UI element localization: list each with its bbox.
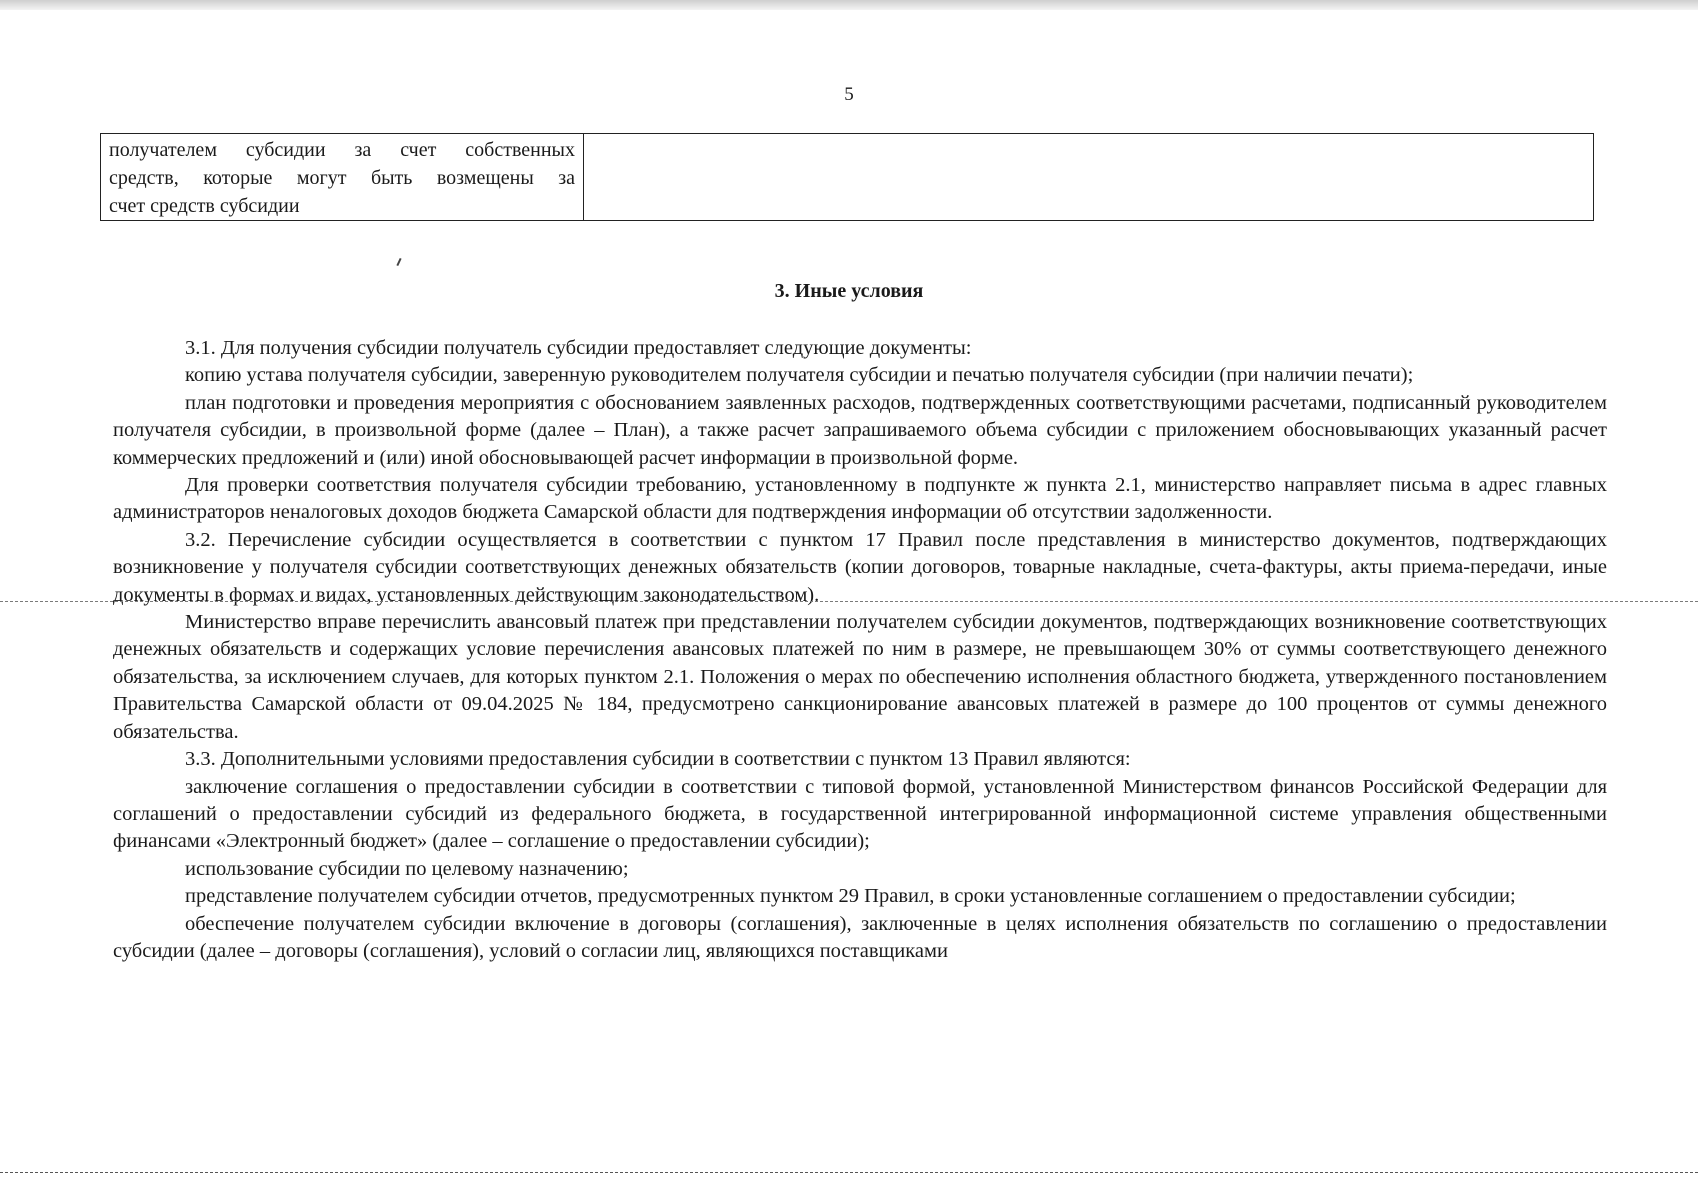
table-cell-line: получателем субсидии за счет собственных [109, 139, 575, 161]
paragraph: Министерство вправе перечислить авансовый платеж при представлении получателем субсидии документов, подтверждающих возникновение соответствующих денежных обязательств и содержащих условие перечисления авансовых платежей по ним в размере, не превышающем 30% от суммы соответствующего денежного обязательства, за исключением случаев, для которых пунктом 2.1. Положения о мерах по обеспечению исполнения областного бюджета, утвержденного постановлением Правительства Самарской области от 09.04.2025 № 184, предусмотрено санкционирование авансовых платежей в размере до 100 процентов от суммы денежного обязательства. [113, 611, 1607, 743]
scan-artifact-line [0, 601, 1698, 602]
paragraph: 3.1. Для получения субсидии получатель субсидии предоставляет следующие документы: [185, 337, 972, 359]
paragraph: заключение соглашения о предоставлении субсидии в соответствии с типовой формой, установленной Министерством финансов Российской Федерации для соглашений о предоставлении субсидий из федерального бюджета, в государственной интегрированной информационной системе управления общественными финансами «Электронный бюджет» (далее – соглашение о предоставлении субсидии); [113, 775, 1607, 853]
scan-artifact-mark [396, 258, 401, 266]
table-cell-line: счет средств субсидии [109, 195, 300, 217]
page-number: 5 [844, 84, 854, 105]
table-cell-description [101, 134, 584, 221]
section-body [113, 335, 1607, 965]
paragraph: использование субсидии по целевому назначению; [185, 857, 629, 880]
paragraph: план подготовки и проведения мероприятия с обоснованием заявленных расходов, подтвержденных соответствующими расчетами, подписанный руководителем получателя субсидии, в произвольной форме (далее – План), а также расчет запрашиваемого объема субсидии с приложением обосновывающих указанный расчет коммерческих предложений и (или) иной обосновывающей расчет информации в произвольной форме. [113, 391, 1607, 469]
page-bottom-edge [0, 1172, 1698, 1173]
paragraph: 3.2. Перечисление субсидии осуществляется в соответствии с пунктом 17 Правил после представления в министерство документов, подтверждающих возникновение у получателя субсидии соответствующих денежных обязательств (копии договоров, товарные накладные, счета-фактуры, акты приема-передачи, иные документы в формах и видах, установленных действующим законодательством). [113, 528, 1607, 606]
scan-top-edge [0, 0, 1698, 10]
continued-table [100, 133, 1594, 221]
paragraph: Для проверки соответствия получателя субсидии требованию, установленному в подпункте ж пункта 2.1, министерство направляет письма в адрес главных администраторов неналоговых доходов бюджета Самарской области для подтверждения информации об отсутствии задолженности. [113, 474, 1607, 524]
paragraph: обеспечение получателем субсидии включение в договоры (соглашения), заключенные в целях исполнения обязательств по соглашению о предоставлении субсидии (далее – договоры (соглашения), условий о согласии лиц, являющихся поставщиками [113, 912, 1607, 962]
table-cell-value [584, 134, 1594, 221]
paragraph: представление получателем субсидии отчетов, предусмотренных пунктом 29 Правил, в сроки установленные соглашением о предоставлении субсидии; [185, 885, 1516, 908]
paragraph: 3.3. Дополнительными условиями предоставления субсидии в соответствии с пунктом 13 Правил являются: [185, 748, 1131, 771]
table-row [101, 134, 1594, 221]
table-cell-line: средств, которые могут быть возмещены за [109, 167, 575, 189]
paragraph: копию устава получателя субсидии, заверенную руководителем получателя субсидии и печатью получателя субсидии (при наличии печати); [185, 364, 1414, 387]
section-title: 3. Иные условия [774, 280, 924, 302]
